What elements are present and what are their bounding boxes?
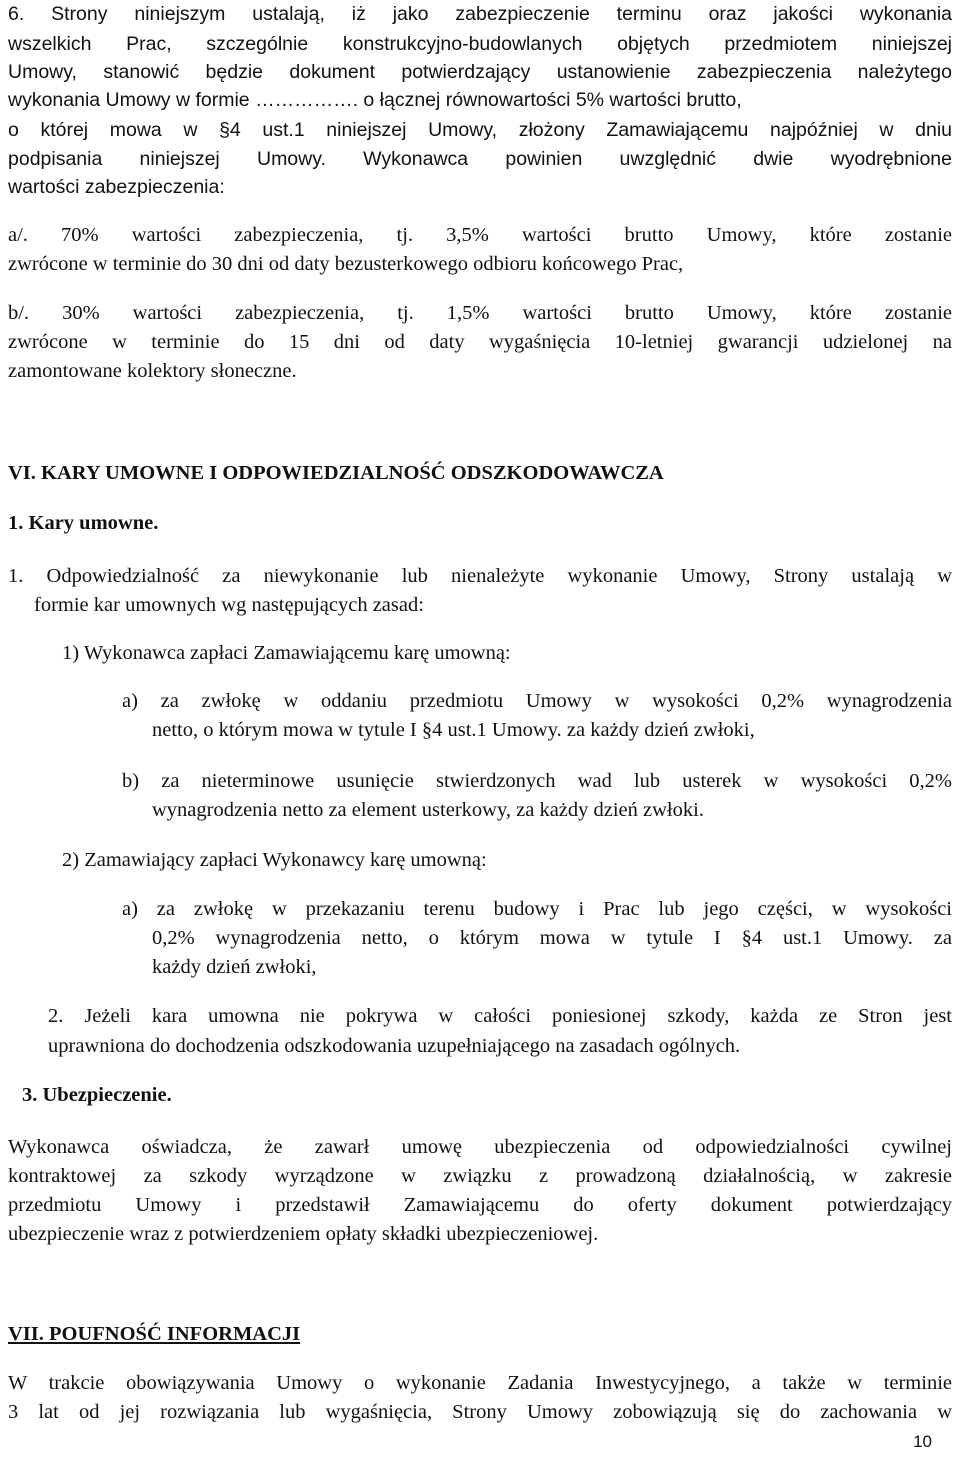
paragraph-line: Wykonawca oświadcza, że zawarł umowę ubezpieczenia od odpowiedzialności cywilnej (8, 1136, 952, 1158)
text-line: wszelkich Prac, szczególnie konstrukcyjno-budowlanych objętych przedmiotem niniejszej (8, 33, 952, 55)
paragraph-line: kontraktowej za szkody wyrządzone w związku z prowadzoną działalnością, w zakresie (8, 1165, 952, 1187)
text-line: wykonania Umowy w formie ……………. o łącznej równowartości 5% wartości brutto, (8, 89, 742, 111)
text-line: Umowy, stanowić będzie dokument potwierdzający ustanowienie zabezpieczenia należytego (8, 61, 952, 83)
paragraph-line: ubezpieczenie wraz z potwierdzeniem opłaty składki ubezpieczeniowej. (8, 1223, 599, 1245)
paragraph-line: 1. Odpowiedzialność za niewykonanie lub nienależyte wykonanie Umowy, Strony ustalają w (8, 565, 952, 587)
paragraph-line: uprawniona do dochodzenia odszkodowania uzupełniającego na zasadach ogólnych. (48, 1035, 741, 1057)
list-item: a) za zwłokę w oddaniu przedmiotu Umowy w wysokości 0,2% wynagrodzenia (122, 690, 952, 712)
text-line: 0,2% wynagrodzenia netto, o którym mowa w tytule I §4 ust.1 Umowy. za (152, 927, 952, 949)
text-line: podpisania niniejszej Umowy. Wykonawca powinien uwzględnić dwie wyodrębnione (8, 148, 952, 170)
list-item: b) za nieterminowe usunięcie stwierdzonych wad lub usterek w wysokości 0,2% (122, 770, 952, 792)
list-item-b: b/. 30% wartości zabezpieczenia, tj. 1,5% wartości brutto Umowy, które zostanie (8, 302, 952, 324)
list-item: 2) Zamawiający zapłaci Wykonawcy karę umowną: (62, 849, 487, 871)
section-heading: VI. KARY UMOWNE I ODPOWIEDZIALNOŚĆ ODSZKODOWAWCZA (8, 462, 664, 484)
text-line: 6. Strony niniejszym ustalają, iż jako zabezpieczenie terminu oraz jakości wykonania (8, 3, 952, 25)
section-heading: VII. POUFNOŚĆ INFORMACJI (8, 1323, 301, 1345)
text-line: każdy dzień zwłoki, (152, 956, 317, 978)
text-line: zwrócone w terminie do 30 dni od daty bezusterkowego odbioru końcowego Prac, (8, 253, 684, 275)
text-line: zamontowane kolektory słoneczne. (8, 360, 297, 382)
subsection-heading: 3. Ubezpieczenie. (22, 1084, 172, 1106)
list-item: 1) Wykonawca zapłaci Zamawiającemu karę umowną: (62, 642, 511, 664)
paragraph-line: 2. Jeżeli kara umowna nie pokrywa w całości poniesionej szkody, każda ze Stron jest (48, 1005, 952, 1027)
text-line: wynagrodzenia netto za element usterkowy, za każdy dzień zwłoki. (152, 799, 704, 821)
text-line: wartości zabezpieczenia: (8, 176, 225, 198)
paragraph-line: W trakcie obowiązywania Umowy o wykonanie Zadania Inwestycyjnego, a także w terminie (8, 1372, 952, 1394)
paragraph-line: formie kar umownych wg następujących zasad: (34, 594, 424, 616)
list-item: a) za zwłokę w przekazaniu terenu budowy i Prac lub jego części, w wysokości (122, 898, 952, 920)
text-line: o której mowa w §4 ust.1 niniejszej Umowy, złożony Zamawiającemu najpóźniej w dniu (8, 119, 952, 141)
list-item-a: a/. 70% wartości zabezpieczenia, tj. 3,5% wartości brutto Umowy, które zostanie (8, 224, 952, 246)
text-line: zwrócone w terminie do 15 dni od daty wygaśnięcia 10-letniej gwarancji udzielonej na (8, 331, 952, 353)
subsection-heading: 1. Kary umowne. (8, 512, 159, 534)
page-number: 10 (913, 1432, 932, 1451)
paragraph-line: 3 lat od jej rozwiązania lub wygaśnięcia, Strony Umowy zobowiązują się do zachowania w (8, 1401, 952, 1423)
text-line: netto, o którym mowa w tytule I §4 ust.1 Umowy. za każdy dzień zwłoki, (152, 719, 755, 741)
paragraph-line: przedmiotu Umowy i przedstawił Zamawiającemu do oferty dokument potwierdzający (8, 1194, 952, 1216)
